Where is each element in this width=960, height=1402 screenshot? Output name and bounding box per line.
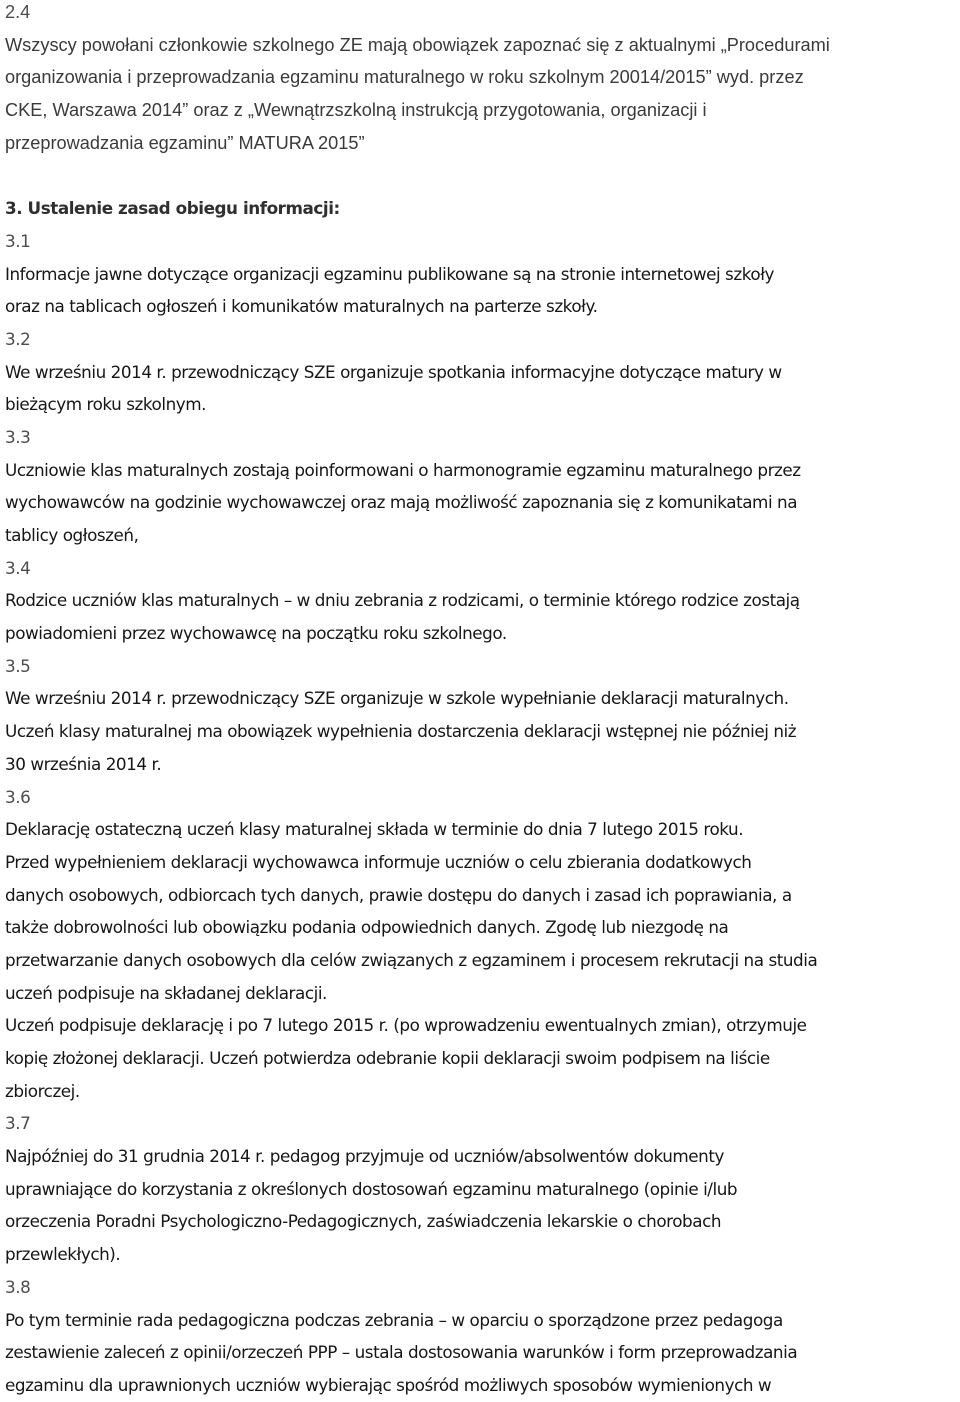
subsection-3-5	[5, 650, 955, 781]
subsection-number: 3.5	[5, 655, 31, 676]
subsection-number: 3.4	[5, 557, 31, 578]
paragraph-line: także dobrowolności lub obowiązku podania odpowiednich danych. Zgodę lub niezgodę na	[5, 917, 729, 938]
paragraph-line: powiadomieni przez wychowawcę na początku roku szkolnego.	[5, 623, 507, 644]
paragraph-line: Uczeń podpisuje deklarację i po 7 lutego 2015 r. (po wprowadzeniu ewentualnych zmian), otrzymuje	[5, 1015, 807, 1036]
paragraph-line: Informacje jawne dotyczące organizacji egzaminu publikowane są na stronie internetowej szkoły	[5, 263, 774, 284]
section-3-heading: 3. Ustalenie zasad obiegu informacji:	[5, 198, 340, 219]
subsection-3-2	[5, 323, 955, 421]
subsection-3-1	[5, 225, 955, 323]
paragraph-line: danych osobowych, odbiorcach tych danych, prawie dostępu do danych i zasad ich poprawiania, a	[5, 884, 792, 905]
paragraph-line: przewlekłych).	[5, 1244, 121, 1265]
subsection-3-6	[5, 781, 955, 1108]
paragraph-line: egzaminu dla uprawnionych uczniów wybierając spośród możliwych sposobów wymienionych w	[5, 1374, 772, 1395]
subsection-3-4	[5, 552, 955, 650]
section-number: 2.4	[5, 2, 31, 22]
spacer	[5, 159, 955, 192]
paragraph-line: We wrześniu 2014 r. przewodniczący SZE organizuje spotkania informacyjne dotyczące matury w	[5, 361, 782, 382]
subsection-number: 3.8	[5, 1276, 31, 1297]
paragraph-line: orzeczenia Poradni Psychologiczno-Pedagogicznych, zaświadczenia lekarskie o chorobach	[5, 1211, 722, 1232]
paragraph-line: Najpóźniej do 31 grudnia 2014 r. pedagog przyjmuje od uczniów/absolwentów dokumenty	[5, 1146, 724, 1167]
paragraph-line: oraz na tablicach ogłoszeń i komunikatów maturalnych na parterze szkoły.	[5, 296, 598, 317]
subsection-3-7	[5, 1107, 955, 1270]
paragraph-line: CKE, Warszawa 2014” oraz z „Wewnątrzszkolną instrukcją przygotowania, organizacji i	[5, 100, 707, 121]
paragraph-line: We wrześniu 2014 r. przewodniczący SZE organizuje w szkole wypełnianie deklaracji maturalnych.	[5, 688, 789, 709]
paragraph-line: Uczniowie klas maturalnych zostają poinformowani o harmonogramie egzaminu maturalnego przez	[5, 459, 801, 480]
paragraph-line: przetwarzanie danych osobowych dla celów związanych z egzaminem i procesem rekrutacji na studia	[5, 949, 818, 970]
subsection-number: 3.1	[5, 230, 31, 251]
paragraph-line: organizowania i przeprowadzania egzaminu maturalnego w roku szkolnym 20014/2015” wyd. przez	[5, 67, 804, 88]
paragraph-line: 30 września 2014 r.	[5, 753, 162, 774]
document-page	[5, 0, 955, 1402]
subsection-number: 3.7	[5, 1113, 31, 1134]
paragraph-line: uprawniające do korzystania z określonych dostosowań egzaminu maturalnego (opinie i/lub	[5, 1178, 738, 1199]
paragraph-line: uczeń podpisuje na składanej deklaracji.	[5, 982, 327, 1003]
paragraph-line: bieżącym roku szkolnym.	[5, 394, 207, 415]
paragraph-line: Po tym terminie rada pedagogiczna podczas zebrania – w oparciu o sporządzone przez pedagoga	[5, 1309, 783, 1330]
subsection-number: 3.6	[5, 786, 31, 807]
subsection-3-3	[5, 421, 955, 552]
paragraph-line: Wszyscy powołani członkowie szkolnego ZE mają obowiązek zapoznać się z aktualnymi „Procedurami	[5, 34, 830, 55]
paragraph-line: zbiorczej.	[5, 1080, 80, 1101]
section-2-4	[5, 0, 955, 159]
paragraph-line: zestawienie zaleceń z opinii/orzeczeń PPP – ustala dostosowania warunków i form przeprowadzania	[5, 1342, 798, 1363]
paragraph-line: wychowawców na godzinie wychowawczej oraz mają możliwość zapoznania się z komunikatami na	[5, 492, 798, 513]
paragraph-line: Rodzice uczniów klas maturalnych – w dniu zebrania z rodzicami, o terminie którego rodzice zostają	[5, 590, 800, 611]
paragraph-line: przeprowadzania egzaminu” MATURA 2015”	[5, 132, 365, 153]
subsection-number: 3.2	[5, 328, 31, 349]
paragraph-line: Przed wypełnieniem deklaracji wychowawca informuje uczniów o celu zbierania dodatkowych	[5, 851, 752, 872]
paragraph-line: tablicy ogłoszeń,	[5, 525, 139, 545]
subsection-3-8	[5, 1271, 955, 1402]
subsection-number: 3.3	[5, 426, 31, 447]
paragraph-line: kopię złożonej deklaracji. Uczeń potwierdza odebranie kopii deklaracji swoim podpisem na liście	[5, 1048, 770, 1068]
paragraph-line: Deklarację ostateczną uczeń klasy maturalnej składa w terminie do dnia 7 lutego 2015 roku.	[5, 819, 744, 840]
paragraph-line: Uczeń klasy maturalnej ma obowiązek wypełnienia dostarczenia deklaracji wstępnej nie później niż	[5, 721, 797, 742]
